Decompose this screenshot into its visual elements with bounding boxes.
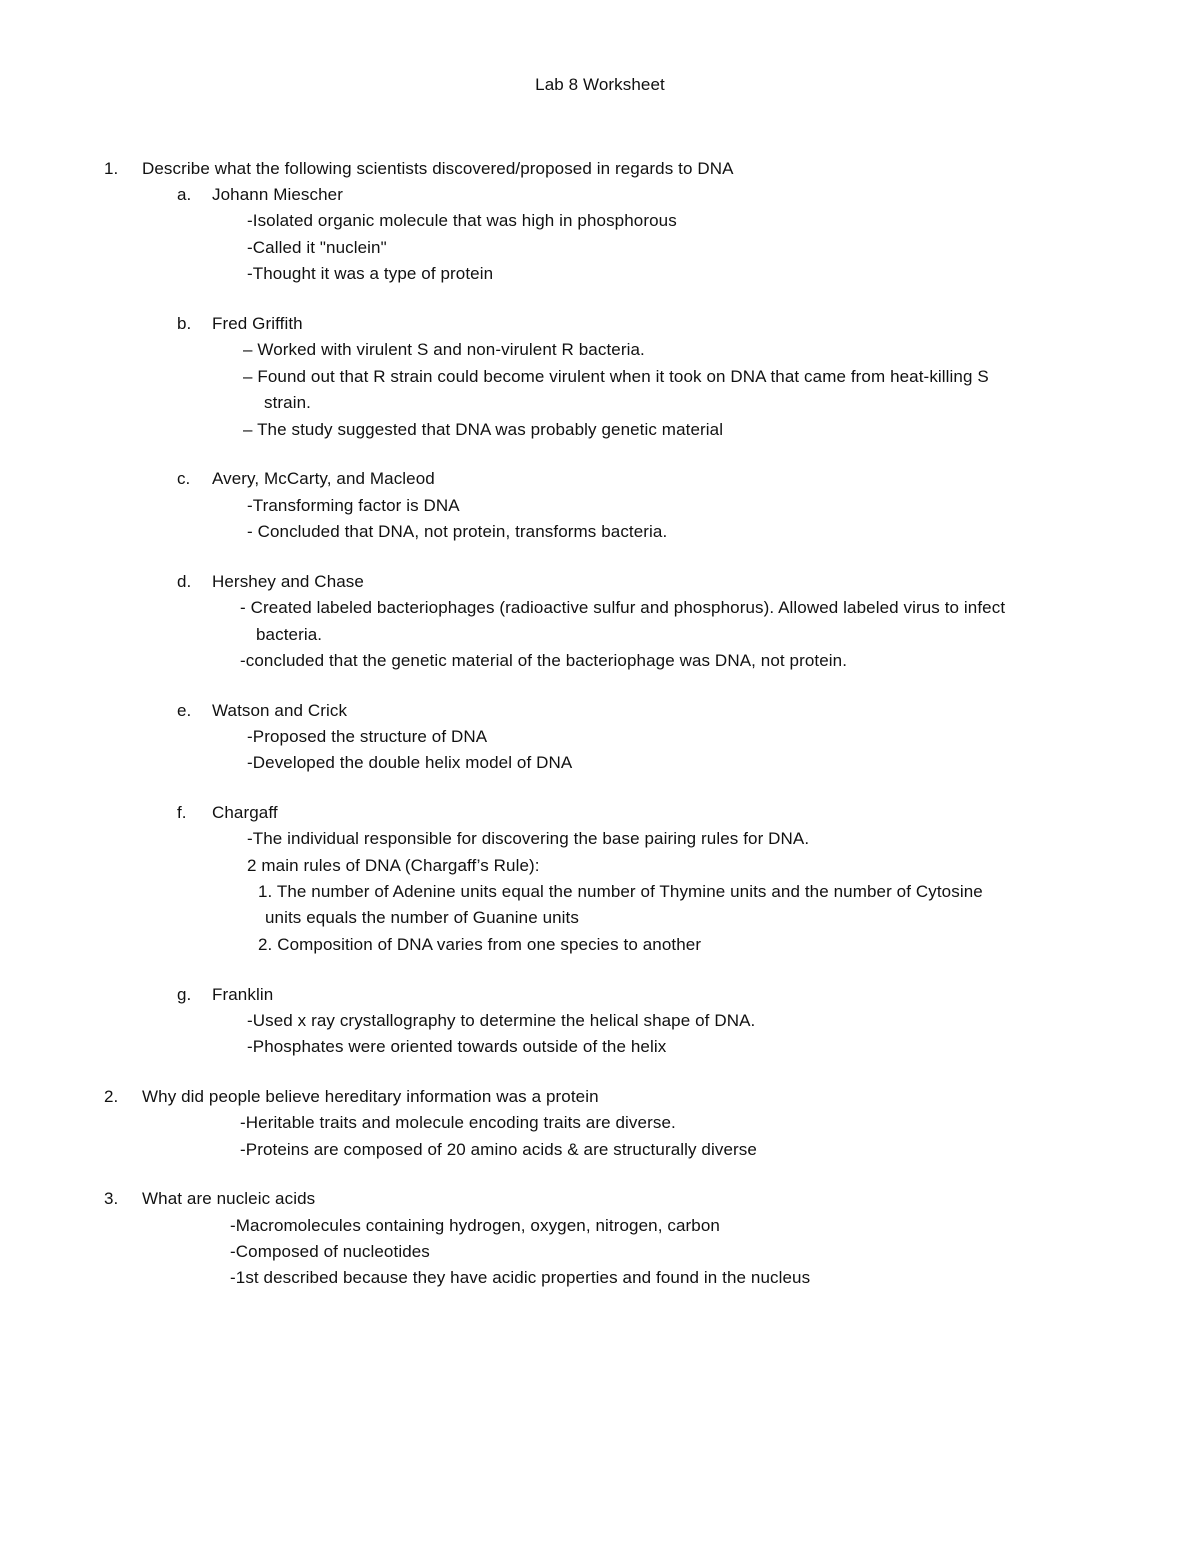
page-title: Lab 8 Worksheet	[535, 75, 665, 94]
q1g-heading: Franklin	[212, 985, 274, 1004]
q1f-heading: Chargaff	[212, 803, 278, 822]
q2-line: -Proteins are composed of 20 amino acids & are structurally diverse	[240, 1140, 757, 1159]
q1f-line: 2 main rules of DNA (Chargaff’s Rule):	[247, 856, 540, 875]
q1d-line: - Created labeled bacteriophages (radioactive sulfur and phosphorus). Allowed labeled virus to infect	[240, 598, 1006, 617]
q1b-heading: Fred Griffith	[212, 314, 303, 333]
q1-text: Describe what the following scientists discovered/proposed in regards to DNA	[142, 159, 734, 178]
q3-text: What are nucleic acids	[142, 1189, 316, 1208]
q1c-heading: Avery, McCarty, and Macleod	[212, 469, 435, 488]
q1c-line: -Transforming factor is DNA	[247, 496, 460, 515]
q1d-line: -concluded that the genetic material of the bacteriophage was DNA, not protein.	[240, 651, 848, 670]
q1a-line: -Thought it was a type of protein	[247, 264, 494, 283]
q1a-marker: a.	[177, 185, 192, 204]
q2-text: Why did people believe hereditary information was a protein	[142, 1087, 599, 1106]
q1b-line: strain.	[264, 393, 311, 412]
q1b-line: – The study suggested that DNA was probably genetic material	[243, 420, 724, 439]
q1a-line: -Called it "nuclein"	[247, 238, 387, 257]
q3-line: -Composed of nucleotides	[230, 1242, 430, 1261]
q1b-line: – Found out that R strain could become virulent when it took on DNA that came from heat-killing S	[243, 367, 989, 386]
q1d-marker: d.	[177, 572, 192, 591]
q1c-marker: c.	[177, 469, 191, 488]
q1f-line: units equals the number of Guanine units	[265, 908, 579, 927]
q1c-line: - Concluded that DNA, not protein, transforms bacteria.	[247, 522, 668, 541]
q1g-line: -Phosphates were oriented towards outside of the helix	[247, 1037, 667, 1056]
q1e-heading: Watson and Crick	[212, 701, 348, 720]
q1f-marker: f.	[177, 803, 187, 822]
q3-number: 3.	[104, 1189, 119, 1208]
q2-line: -Heritable traits and molecule encoding traits are diverse.	[240, 1113, 676, 1132]
q1g-marker: g.	[177, 985, 192, 1004]
q1e-line: -Developed the double helix model of DNA	[247, 753, 573, 772]
q2-number: 2.	[104, 1087, 119, 1106]
q3-line: -1st described because they have acidic properties and found in the nucleus	[230, 1268, 811, 1287]
q1a-heading: Johann Miescher	[212, 185, 343, 204]
q1f-line: 1. The number of Adenine units equal the number of Thymine units and the number of Cytosine	[258, 882, 983, 901]
q1e-marker: e.	[177, 701, 192, 720]
q1g-line: -Used x ray crystallography to determine the helical shape of DNA.	[247, 1011, 756, 1030]
q1f-line: -The individual responsible for discovering the base pairing rules for DNA.	[247, 829, 810, 848]
q1-number: 1.	[104, 159, 119, 178]
q1b-marker: b.	[177, 314, 192, 333]
q1b-line: – Worked with virulent S and non-virulent R bacteria.	[243, 340, 645, 359]
q3-line: -Macromolecules containing hydrogen, oxygen, nitrogen, carbon	[230, 1216, 720, 1235]
q1f-line: 2. Composition of DNA varies from one species to another	[258, 935, 702, 954]
q1e-line: -Proposed the structure of DNA	[247, 727, 488, 746]
q1d-line: bacteria.	[256, 625, 323, 644]
q1a-line: -Isolated organic molecule that was high in phosphorous	[247, 211, 677, 230]
q1d-heading: Hershey and Chase	[212, 572, 364, 591]
